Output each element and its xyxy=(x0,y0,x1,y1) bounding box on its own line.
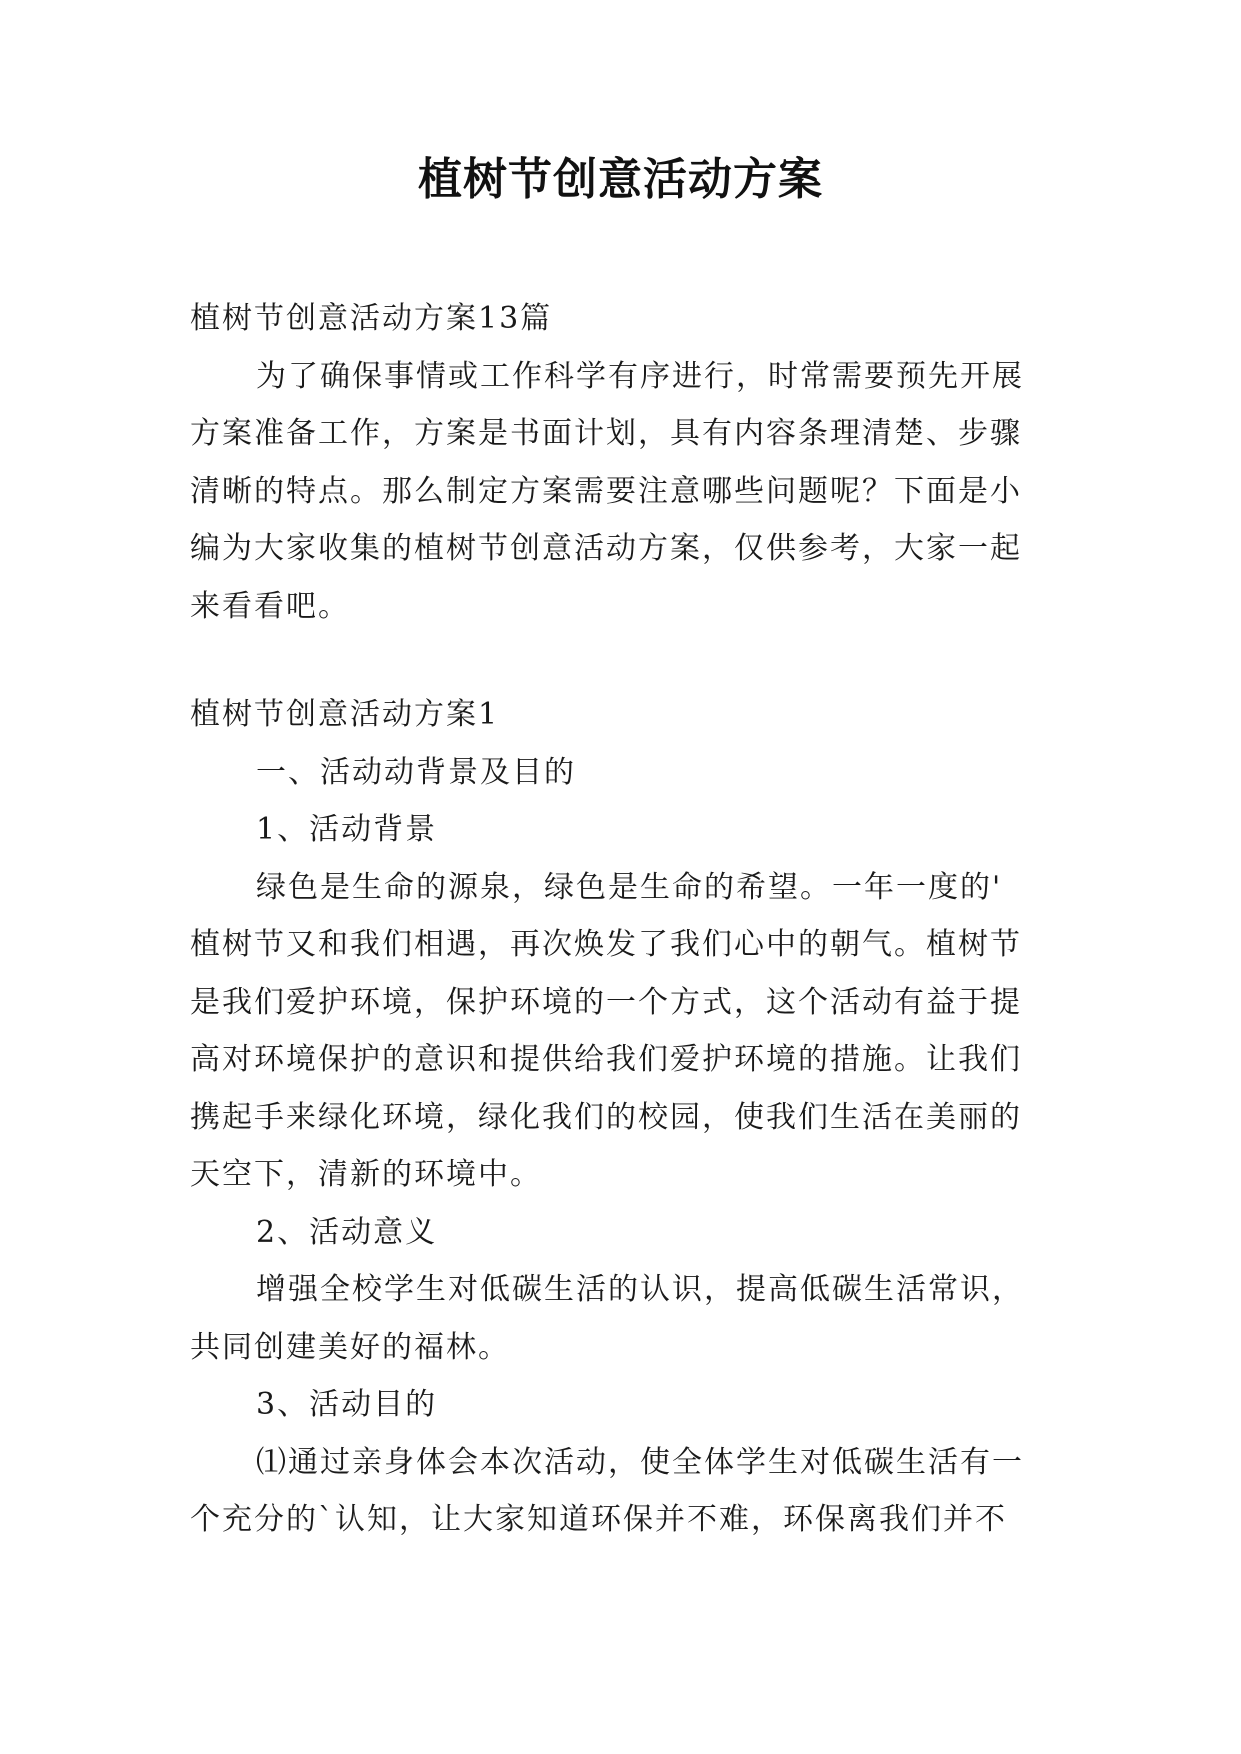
intro-line: 编为大家收集的植树节创意活动方案，仅供参考，大家一起 xyxy=(190,531,1022,566)
meaning-paragraph xyxy=(190,1261,1052,1376)
intro-line: 清晰的特点。那么制定方案需要注意哪些问题呢？下面是小 xyxy=(190,473,1022,509)
section-heading-background-purpose: 一、活动动背景及目的 xyxy=(256,754,576,790)
section-title: 植树节创意活动方案1 xyxy=(190,697,500,732)
background-line: 高对环境保护的意识和提供给我们爱护环境的措施。让我们 xyxy=(190,1042,1022,1077)
background-line: 是我们爱护环境，保护环境的一个方式，这个活动有益于提 xyxy=(190,984,1022,1020)
meaning-line: 共同创建美好的福林。 xyxy=(190,1329,510,1365)
purpose-line: ⑴通过亲身体会本次活动，使全体学生对低碳生活有一 xyxy=(256,1444,1024,1480)
intro-line: 来看看吧。 xyxy=(190,588,350,624)
subheading-activity-purpose: 3、活动目的 xyxy=(256,1387,438,1422)
document-subtitle: 植树节创意活动方案13篇 xyxy=(190,301,553,336)
purpose-paragraph xyxy=(190,1434,1052,1549)
document-body xyxy=(190,290,1052,1549)
page-title: 植树节创意活动方案 xyxy=(418,154,823,205)
meaning-line: 增强全校学生对低碳生活的认识，提高低碳生活常识， xyxy=(256,1272,1024,1307)
background-paragraph xyxy=(190,859,1052,1204)
background-line: 携起手来绿化环境，绿化我们的校园，使我们生活在美丽的 xyxy=(190,1099,1022,1135)
background-line: 绿色是生命的源泉，绿色是生命的希望。一年一度的' xyxy=(256,869,1003,905)
background-line: 天空下，清新的环境中。 xyxy=(190,1157,542,1192)
background-line: 植树节又和我们相遇，再次焕发了我们心中的朝气。植树节 xyxy=(190,927,1022,962)
intro-line: 方案准备工作，方案是书面计划，具有内容条理清楚、步骤 xyxy=(190,416,1022,451)
intro-paragraph xyxy=(190,348,1052,636)
purpose-line: 个充分的`认知，让大家知道环保并不难，环保离我们并不 xyxy=(190,1502,1007,1537)
subheading-activity-meaning: 2、活动意义 xyxy=(256,1214,438,1250)
intro-line: 为了确保事情或工作科学有序进行，时常需要预先开展 xyxy=(256,358,1024,394)
subheading-activity-background: 1、活动背景 xyxy=(256,812,438,847)
